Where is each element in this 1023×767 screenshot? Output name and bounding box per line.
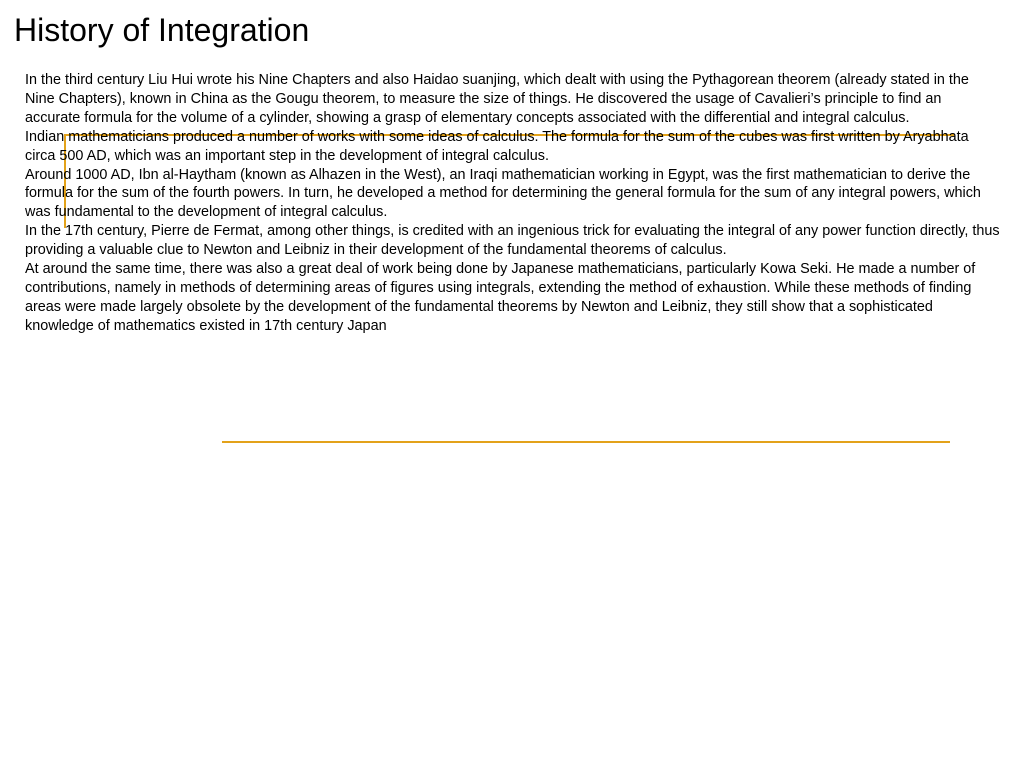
paragraph-indian-mathematicians: Indian mathematicians produced a number of works with some ideas of calculus. The formula for the sum of the cubes was first written by Aryabhata circa 500 AD, which was an important step in the development of integral calculus. bbox=[25, 128, 969, 164]
paragraph-fermat: In the 17th century, Pierre de Fermat, among other things, is credited with an ingenious trick for evaluating the integral of any power function directly, thus providing a valuable clue to Newton and Leibniz in their development of the fundamental theorems of calculus. bbox=[25, 223, 1000, 259]
paragraph-liu-hui: In the third century Liu Hui wrote his Nine Chapters and also Haidao suanjing, which dealt with using the Pythagorean theorem (already stated in the bbox=[25, 72, 969, 88]
slide-body bbox=[25, 71, 1000, 336]
slide-title: History of Integration bbox=[14, 12, 310, 48]
paragraph-japanese-mathematicians: At around the same time, there was also a great deal of work being done by Japanese mathematicians, particularly Kowa Seki. He made a number of contributions, namely in methods of determining areas of figures using integrals, extending the method of exhaustion. While these methods of finding areas were made largely obsolete by the development of the fundamental theorems by Newton and Leibniz, they still show that a sophisticated knowledge of mathematics existed in 17th century Japan bbox=[25, 261, 976, 334]
paragraph-ibn-al-haytham: Around 1000 AD, Ibn al-Haytham (known as Alhazen in the West), an Iraqi mathematician working in Egypt, was the first mathematician to derive the formula for the sum of the fourth powers. In turn, he developed a method for determining the general formula for the sum of any integral powers, which was fundamental to the development of integral calculus. bbox=[25, 166, 981, 221]
decorative-bottom-line bbox=[222, 441, 950, 443]
paragraph-nine-chapters: Nine Chapters), known in China as the Gougu theorem, to measure the size of things. He discovered the usage of Cavalieri’s principle to find an accurate formula for the volume of a cylinder, showing a grasp of elementary concepts associated with the differential and integral calculus. bbox=[25, 90, 942, 126]
